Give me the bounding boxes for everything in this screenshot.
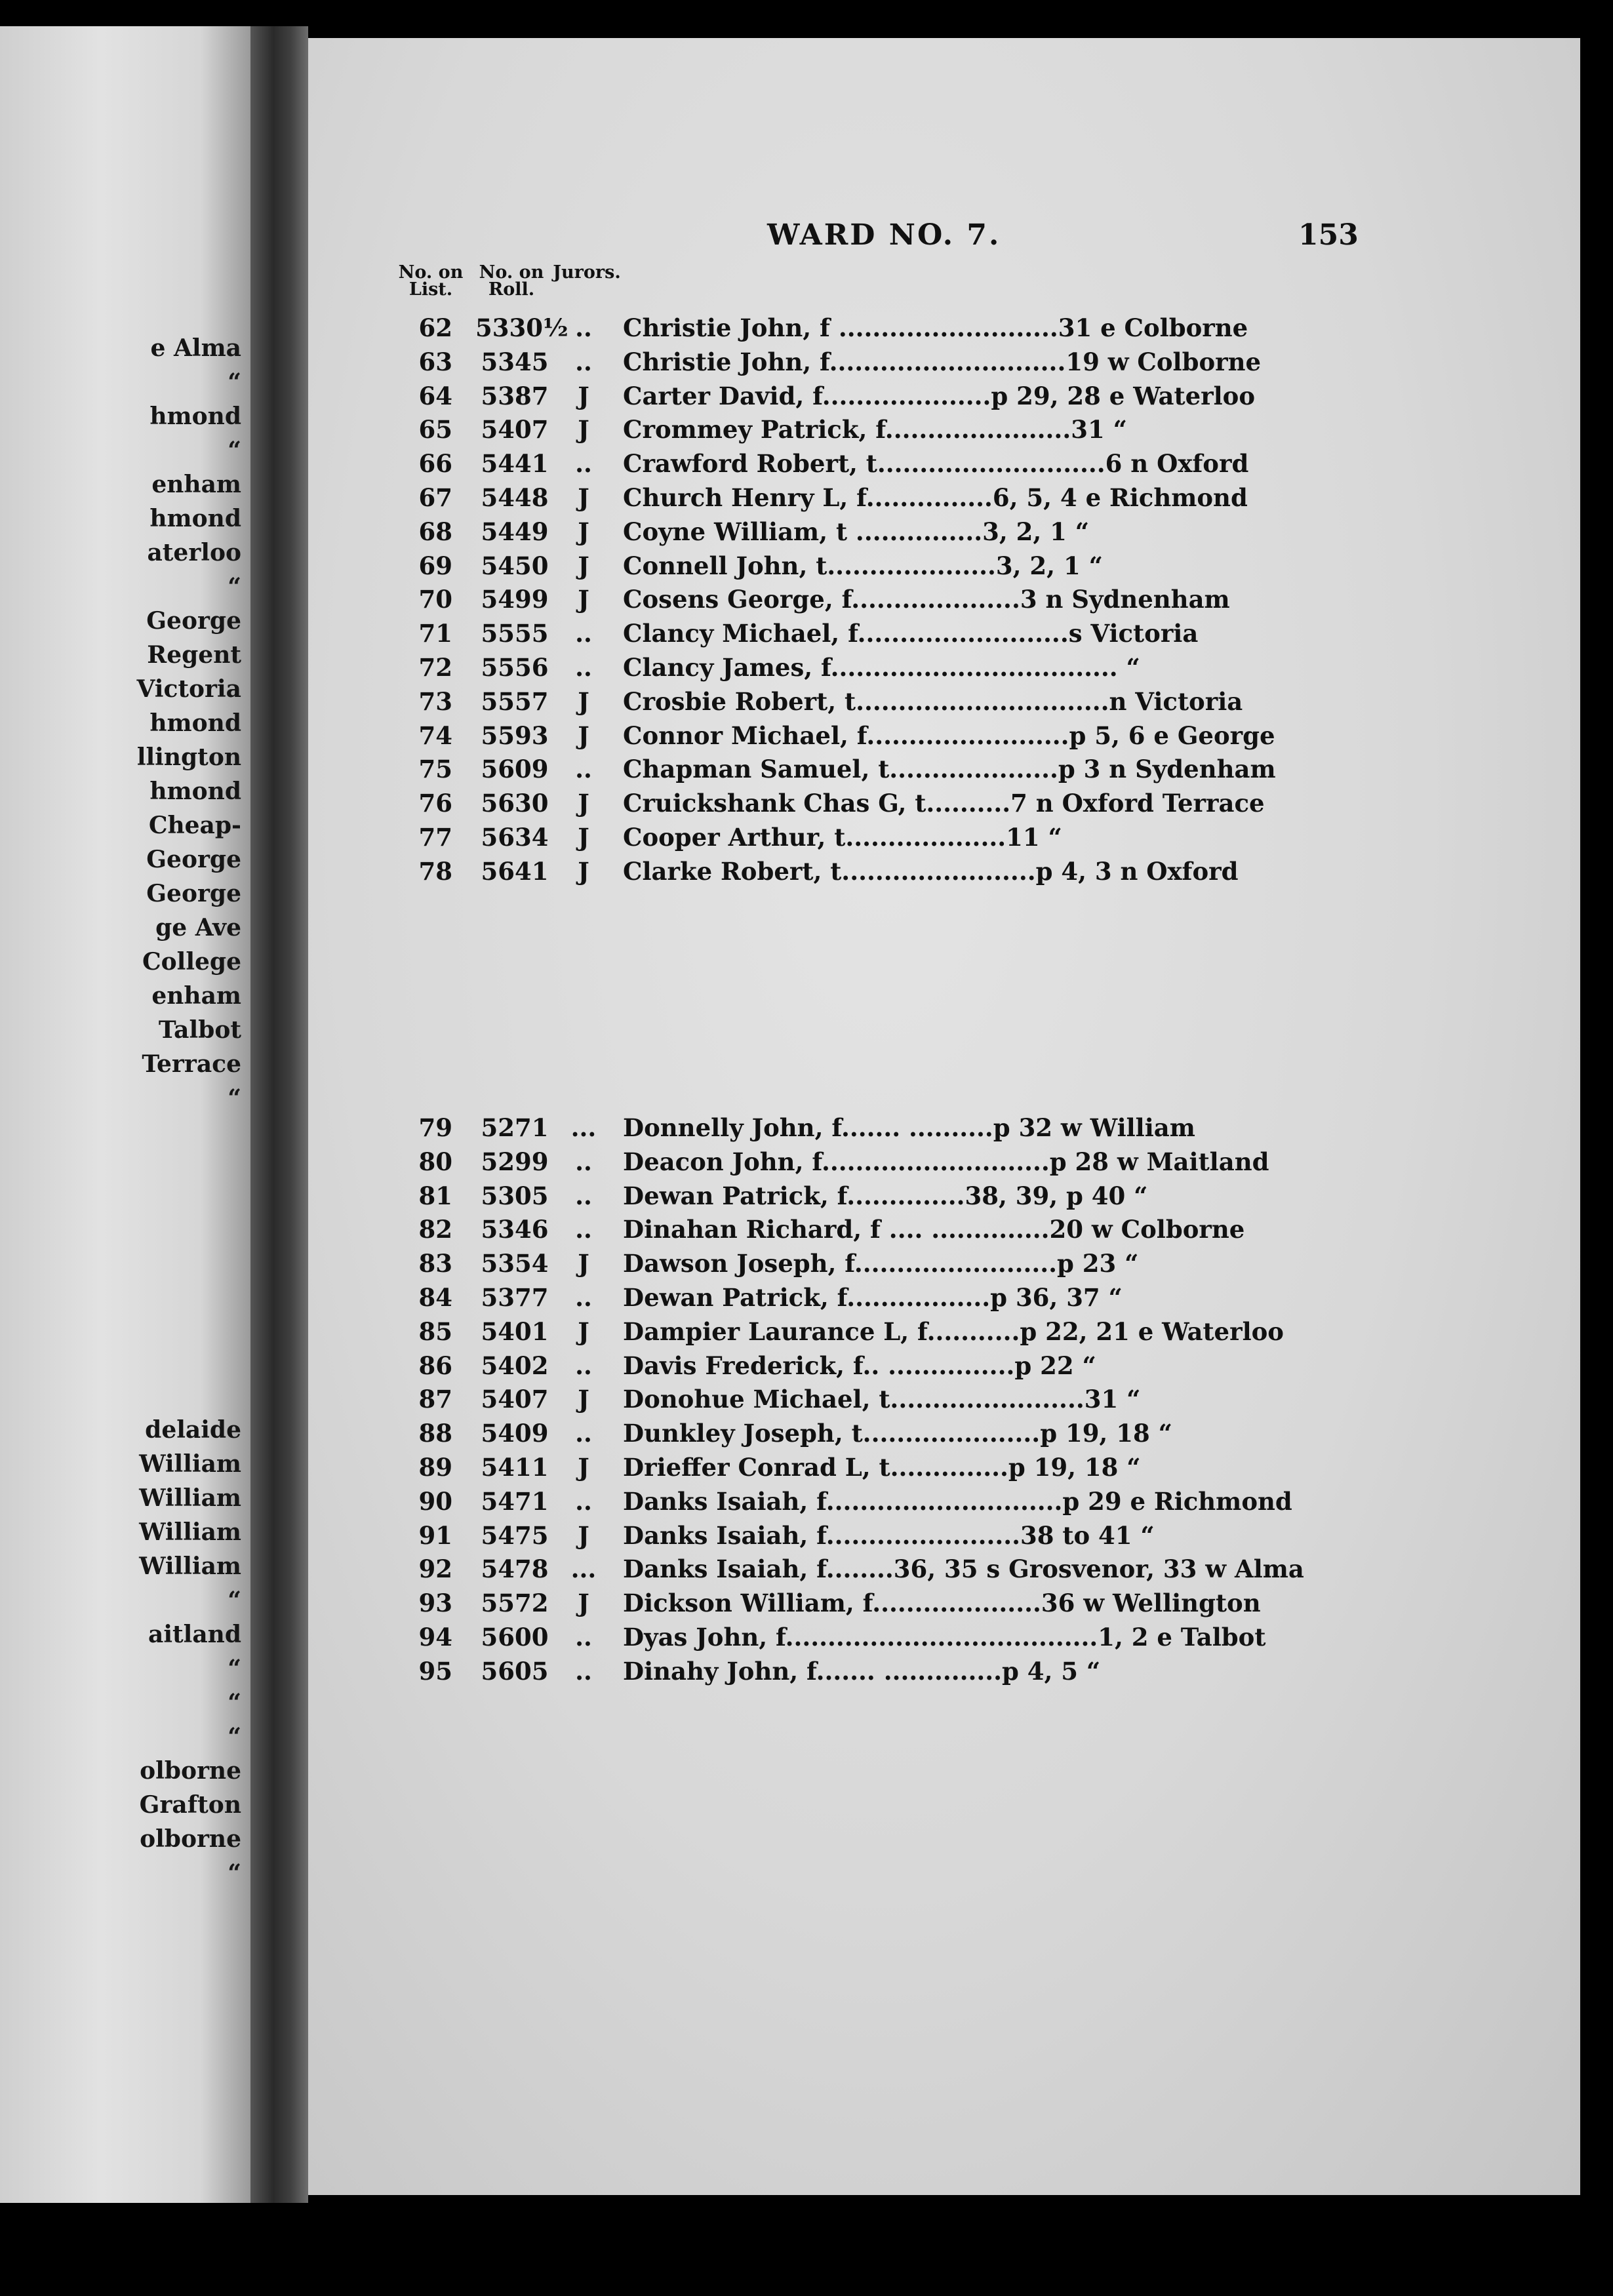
facing-page-text: “ [228,368,241,396]
roll-number: 5641 [481,856,549,886]
roll-number: 5407 [481,1385,549,1414]
roll-number: 5572 [481,1589,549,1618]
voter-entry: Dampier Laurance L, f...........p 22, 21 e Waterloo [623,1316,1284,1346]
voter-entry: Church Henry L, f...............6, 5, 4 e Richmond [623,483,1248,512]
juror-mark: .. [575,1215,592,1244]
facing-page-text: William [139,1553,241,1580]
voter-entry: Connell John, t....................3, 2, 1 “ [623,551,1103,580]
list-number: 76 [418,789,452,818]
voter-entry: Dunkley Joseph, t.....................p 19, 18 “ [623,1419,1172,1448]
list-number: 66 [418,449,452,479]
facing-page-text: “ [228,1859,241,1887]
voter-entry: Clarke Robert, t.......................p 4, 3 n Oxford [623,856,1239,886]
voter-entry: Cruickshank Chas G, t..........7 n Oxford Terrace [623,789,1265,818]
juror-mark: .. [575,1486,592,1516]
voter-entry: Danks Isaiah, f.......................38 to 41 “ [623,1520,1155,1550]
list-number: 89 [418,1452,452,1482]
voter-row [308,1589,1580,1623]
facing-page-text: Grafton [139,1791,241,1819]
facing-page-text: hmond [149,778,241,805]
list-number: 93 [418,1589,452,1618]
roll-number: 5475 [481,1520,549,1550]
list-number: 88 [418,1419,452,1448]
facing-page-text: “ [228,1084,241,1112]
facing-page-text: “ [228,573,241,601]
facing-page-text: llington [136,743,241,771]
voter-entry: Dewan Patrick, f.................p 36, 37 “ [623,1282,1123,1312]
roll-number: 5449 [481,517,549,546]
roll-number: 5271 [481,1113,549,1142]
facing-page-text: William [139,1450,241,1478]
voter-row [308,483,1580,517]
juror-mark: J [578,789,589,818]
voter-row [308,382,1580,416]
voter-entry: Clancy Michael, f.........................s Victoria [623,619,1199,648]
list-number: 92 [418,1554,452,1584]
facing-page-text: “ [228,1689,241,1716]
juror-mark: J [578,1249,589,1278]
voter-entry: Drieffer Conrad L, t..............p 19, 18 “ [623,1452,1141,1482]
document-page [308,38,1580,2195]
facing-page-text: George [146,846,241,873]
roll-number: 5557 [481,686,549,716]
voter-row [308,1351,1580,1385]
voter-row [308,1283,1580,1317]
voter-row [308,789,1580,823]
juror-mark: J [578,415,589,445]
list-number: 75 [418,755,452,784]
juror-mark: .. [575,449,592,479]
voter-entry: Carter David, f....................p 29, 28 e Waterloo [623,381,1256,410]
facing-page-text: olborne [140,1825,241,1853]
list-number: 71 [418,619,452,648]
voter-row [308,517,1580,551]
facing-page-text: aitland [148,1621,241,1648]
list-number: 84 [418,1282,452,1312]
juror-mark: .. [575,313,592,342]
juror-mark: .. [575,1622,592,1652]
voter-row [308,1657,1580,1691]
voter-entry: Crommey Patrick, f......................31 “ [623,415,1127,445]
juror-mark: J [578,483,589,512]
juror-mark: J [578,585,589,614]
facing-page-text: aterloo [147,539,241,566]
voter-entry: Cosens George, f....................3 n Sydnenham [623,585,1230,614]
voter-row [308,1419,1580,1453]
voter-row [308,1181,1580,1216]
page-header [308,218,1580,258]
voter-row [308,619,1580,653]
facing-page-text: Cheap- [148,812,241,839]
list-number: 85 [418,1316,452,1346]
facing-page-text: Victoria [136,675,241,703]
list-number: 70 [418,585,452,614]
voter-row [308,1249,1580,1283]
juror-mark: J [578,1385,589,1414]
facing-page-text: “ [228,437,241,464]
juror-mark: .. [575,652,592,682]
book-gutter [250,26,308,2203]
roll-number: 5402 [481,1351,549,1380]
voter-entry: Coyne William, t ...............3, 2, 1 “ [623,517,1090,546]
roll-number: 5330½ [475,313,568,342]
voter-entry: Christie John, f ..........................31 e Colborne [623,313,1248,342]
juror-mark: J [578,517,589,546]
roll-number: 5448 [481,483,549,512]
list-number: 79 [418,1113,452,1142]
list-number: 69 [418,551,452,580]
roll-number: 5411 [481,1452,549,1482]
list-number: 83 [418,1249,452,1278]
facing-page-text: William [139,1484,241,1512]
juror-mark: J [578,1520,589,1550]
facing-page-text: Talbot [158,1016,241,1044]
voter-entry: Dinahy John, f....... ..............p 4, 5 “ [623,1656,1101,1686]
page-number: 153 [1298,218,1359,252]
voter-row [308,1487,1580,1521]
facing-page-text: enham [151,982,241,1010]
juror-mark: .. [575,1656,592,1686]
facing-page-text: ge Ave [155,914,241,941]
voter-row [308,313,1580,347]
juror-mark: .. [575,755,592,784]
juror-mark: J [578,686,589,716]
facing-page-text: enham [151,471,241,498]
list-number: 82 [418,1215,452,1244]
juror-mark: .. [575,1181,592,1210]
roll-number: 5450 [481,551,549,580]
juror-mark: J [578,551,589,580]
voter-row [308,1147,1580,1181]
list-number-header: No. on List. [398,262,464,300]
roll-number: 5630 [481,789,549,818]
voter-row [308,1113,1580,1147]
list-number: 63 [418,347,452,376]
roll-number: 5605 [481,1656,549,1686]
facing-page-text: College [142,948,241,976]
voter-entry: Dewan Patrick, f..............38, 39, p 40 “ [623,1181,1148,1210]
facing-page-text: George [146,607,241,635]
voter-row [308,687,1580,721]
list-number: 86 [418,1351,452,1380]
list-number: 87 [418,1385,452,1414]
facing-page-text: delaide [145,1416,241,1444]
facing-page-text: William [139,1518,241,1546]
list-number: 67 [418,483,452,512]
voter-row [308,1385,1580,1419]
voter-row [308,415,1580,449]
voter-entry: Crosbie Robert, t..............................n Victoria [623,686,1243,716]
voter-row [308,585,1580,619]
voter-row [308,449,1580,483]
roll-number: 5556 [481,652,549,682]
voter-row [308,721,1580,755]
roll-number: 5409 [481,1419,549,1448]
juror-mark: .. [575,1419,592,1448]
roll-number: 5478 [481,1554,549,1584]
list-number: 64 [418,381,452,410]
list-number: 81 [418,1181,452,1210]
voter-entry: Christie John, f............................19 w Colborne [623,347,1262,376]
facing-page-text: e Alma [150,334,241,362]
roll-number: 5555 [481,619,549,648]
voter-row [308,1215,1580,1249]
list-number: 73 [418,686,452,716]
facing-page-text: hmond [149,505,241,532]
voter-row [308,823,1580,857]
voter-row [308,1453,1580,1487]
juror-mark: J [578,822,589,852]
list-number: 65 [418,415,452,445]
column-headers [308,264,1580,317]
juror-mark: ... [570,1113,597,1142]
voter-row [308,347,1580,382]
voter-row [308,551,1580,585]
facing-page-text: olborne [140,1757,241,1785]
voter-entry: Danks Isaiah, f........36, 35 s Grosvenor, 33 w Alma [623,1554,1304,1584]
roll-number: 5346 [481,1215,549,1244]
list-number: 94 [418,1622,452,1652]
roll-number: 5441 [481,449,549,479]
juror-mark: J [578,1316,589,1346]
list-number: 72 [418,652,452,682]
voter-entry: Donohue Michael, t.......................31 “ [623,1385,1141,1414]
list-number: 62 [418,313,452,342]
list-number: 91 [418,1520,452,1550]
jurors-header: Jurors. [553,262,621,283]
voter-entry: Dickson William, f....................36 w Wellington [623,1589,1261,1618]
juror-mark: ... [570,1554,597,1584]
voter-row [308,857,1580,891]
voter-row [308,1317,1580,1351]
roll-number: 5407 [481,415,549,445]
voter-entry: Crawford Robert, t...........................6 n Oxford [623,449,1249,479]
voter-entry: Deacon John, f...........................p 28 w Maitland [623,1147,1269,1176]
roll-number: 5305 [481,1181,549,1210]
list-number: 95 [418,1656,452,1686]
facing-page-text: “ [228,1723,241,1751]
voter-entry: Donnelly John, f....... ..........p 32 w William [623,1113,1195,1142]
roll-number: 5299 [481,1147,549,1176]
ward-title: WARD NO. 7. [767,218,1001,252]
juror-mark: J [578,1452,589,1482]
list-number: 80 [418,1147,452,1176]
facing-page-text: Terrace [142,1050,241,1078]
juror-mark: J [578,1589,589,1618]
facing-page-fragment [0,26,250,2203]
voter-list-section-d [308,1113,1580,1691]
voter-entry: Davis Frederick, f.. ...............p 22 “ [623,1351,1096,1380]
list-number: 77 [418,822,452,852]
roll-number: 5499 [481,585,549,614]
voter-entry: Dyas John, f.....................................1, 2 e Talbot [623,1622,1266,1652]
list-number: 78 [418,856,452,886]
list-number: 90 [418,1486,452,1516]
facing-page-text: “ [228,1655,241,1682]
juror-mark: J [578,381,589,410]
juror-mark: .. [575,1282,592,1312]
juror-mark: .. [575,347,592,376]
voter-row [308,1521,1580,1555]
juror-mark: .. [575,1147,592,1176]
roll-number: 5600 [481,1622,549,1652]
roll-number: 5609 [481,755,549,784]
voter-entry: Danks Isaiah, f............................p 29 e Richmond [623,1486,1292,1516]
voter-entry: Connor Michael, f........................p 5, 6 e George [623,721,1275,750]
facing-page-text: Regent [147,641,241,669]
list-number: 68 [418,517,452,546]
voter-row [308,653,1580,687]
list-number: 74 [418,721,452,750]
roll-number: 5387 [481,381,549,410]
roll-number: 5593 [481,721,549,750]
facing-page-text: hmond [149,403,241,430]
roll-number: 5634 [481,822,549,852]
roll-number: 5471 [481,1486,549,1516]
voter-entry: Dawson Joseph, f........................p 23 “ [623,1249,1139,1278]
juror-mark: .. [575,1351,592,1380]
voter-row [308,755,1580,789]
roll-number: 5401 [481,1316,549,1346]
voter-entry: Cooper Arthur, t...................11 “ [623,822,1062,852]
voter-row [308,1554,1580,1589]
roll-number: 5354 [481,1249,549,1278]
roll-number: 5377 [481,1282,549,1312]
facing-page-text: “ [228,1587,241,1614]
voter-entry: Chapman Samuel, t....................p 3 n Sydenham [623,755,1276,784]
facing-page-text: George [146,880,241,907]
voter-entry: Clancy James, f.................................. “ [623,652,1140,682]
juror-mark: J [578,721,589,750]
voter-row [308,1623,1580,1657]
juror-mark: .. [575,619,592,648]
facing-page-text: hmond [149,709,241,737]
voter-list-section-c [308,313,1580,891]
roll-number-header: No. on Roll. [479,262,544,300]
juror-mark: J [578,856,589,886]
roll-number: 5345 [481,347,549,376]
voter-entry: Dinahan Richard, f .... ..............20 w Colborne [623,1215,1245,1244]
